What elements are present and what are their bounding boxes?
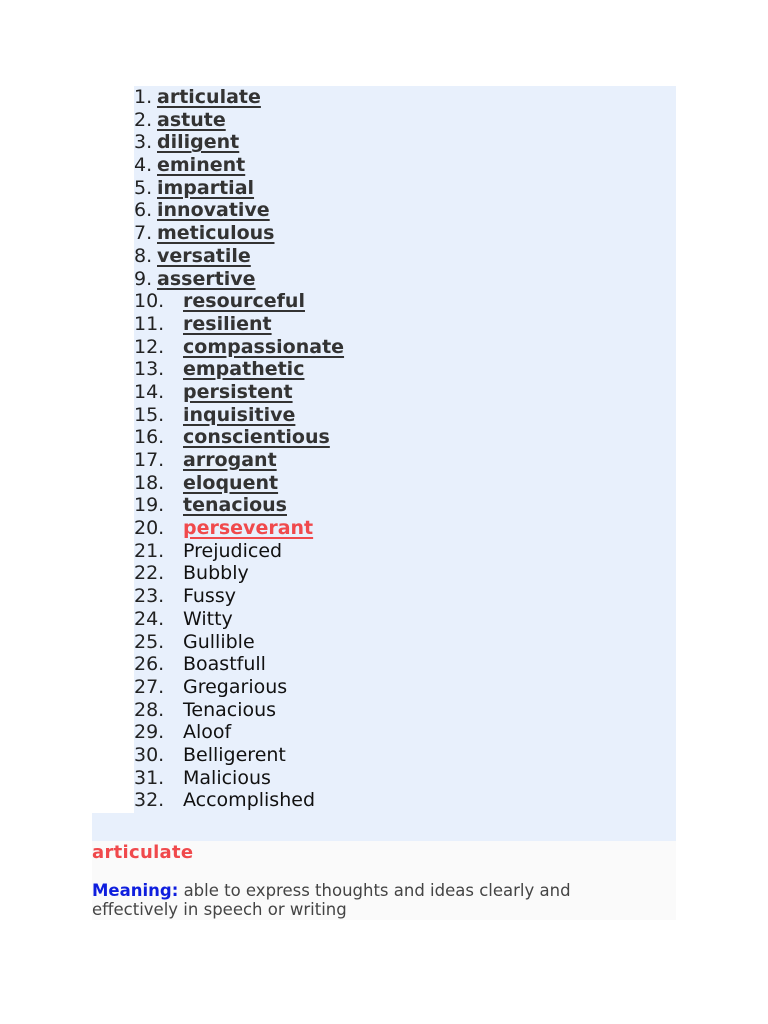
list-item-number: 15. bbox=[134, 403, 165, 426]
list-item-number: 24. bbox=[134, 607, 165, 630]
list-item-number: 1. bbox=[134, 86, 153, 108]
list-item-number: 8. bbox=[134, 244, 153, 267]
list-item-word: Aloof bbox=[183, 721, 232, 744]
list-item-number: 21. bbox=[134, 539, 165, 562]
list-item-number: 6. bbox=[134, 199, 153, 222]
list-item bbox=[134, 336, 344, 359]
list-item-number: 16. bbox=[134, 426, 165, 449]
list-item-number: 20. bbox=[134, 517, 165, 540]
word-link[interactable]: compassionate bbox=[183, 335, 345, 358]
list-item-number: 2. bbox=[134, 108, 153, 131]
list-item-number: 22. bbox=[134, 562, 165, 585]
list-item-number: 17. bbox=[134, 449, 165, 471]
word-link[interactable]: astute bbox=[157, 108, 226, 131]
word-link[interactable]: arrogant bbox=[183, 449, 277, 471]
list-item-number: 11. bbox=[134, 312, 165, 335]
list-item-number: 26. bbox=[134, 653, 165, 676]
list-item-word: Witty bbox=[183, 607, 233, 630]
list-item-number: 23. bbox=[134, 585, 165, 608]
list-item bbox=[134, 744, 344, 767]
list-item bbox=[134, 767, 344, 790]
list-item bbox=[134, 653, 344, 676]
word-link[interactable]: tenacious bbox=[183, 494, 287, 517]
list-item-number: 10. bbox=[134, 290, 165, 313]
word-link[interactable]: impartial bbox=[157, 176, 255, 199]
list-item bbox=[134, 472, 344, 495]
list-item-number: 30. bbox=[134, 743, 165, 766]
list-item-number: 12. bbox=[134, 335, 165, 358]
list-item bbox=[134, 540, 344, 563]
list-item-number: 4. bbox=[134, 154, 153, 177]
list-item bbox=[134, 404, 344, 427]
list-item bbox=[134, 381, 344, 404]
detail-word-title: articulate bbox=[92, 842, 194, 863]
list-item bbox=[134, 290, 344, 313]
word-link[interactable]: articulate bbox=[157, 86, 261, 108]
list-item bbox=[134, 199, 344, 222]
list-item-word: Malicious bbox=[183, 766, 271, 789]
word-list-panel-footer bbox=[92, 813, 676, 841]
word-link[interactable]: innovative bbox=[157, 199, 270, 222]
word-link[interactable]: resilient bbox=[183, 312, 272, 335]
list-item bbox=[134, 631, 344, 654]
list-item-number: 27. bbox=[134, 675, 165, 698]
list-item bbox=[134, 699, 344, 722]
list-item bbox=[134, 222, 344, 245]
list-item-number: 5. bbox=[134, 176, 153, 199]
list-item-number: 13. bbox=[134, 358, 165, 381]
list-item bbox=[134, 789, 344, 812]
list-item bbox=[134, 245, 344, 268]
list-item bbox=[134, 608, 344, 631]
list-item-word: Boastfull bbox=[183, 653, 266, 676]
list-item-number: 29. bbox=[134, 721, 165, 744]
word-link[interactable]: conscientious bbox=[183, 426, 330, 449]
list-item-word: Fussy bbox=[183, 585, 236, 608]
list-item bbox=[134, 109, 344, 132]
list-item-word: Gullible bbox=[183, 630, 255, 653]
list-item-word: Accomplished bbox=[183, 789, 315, 812]
list-item bbox=[134, 426, 344, 449]
list-item bbox=[134, 449, 344, 472]
word-link[interactable]: inquisitive bbox=[183, 403, 296, 426]
word-link[interactable]: eloquent bbox=[183, 471, 279, 494]
word-list bbox=[134, 86, 344, 812]
list-item-number: 32. bbox=[134, 789, 165, 812]
word-link[interactable]: meticulous bbox=[157, 222, 275, 245]
list-item bbox=[134, 676, 344, 699]
meaning-label: Meaning: bbox=[92, 881, 179, 900]
word-link[interactable]: empathetic bbox=[183, 358, 305, 381]
list-item-number: 31. bbox=[134, 766, 165, 789]
word-link-active[interactable]: perseverant bbox=[183, 517, 314, 540]
list-item bbox=[134, 154, 344, 177]
list-item bbox=[134, 131, 344, 154]
list-item bbox=[134, 177, 344, 200]
list-item-word: Prejudiced bbox=[183, 539, 283, 562]
list-item-number: 9. bbox=[134, 267, 153, 290]
list-item-number: 25. bbox=[134, 630, 165, 653]
word-link[interactable]: assertive bbox=[157, 267, 256, 290]
meaning-text: able to express thoughts and ideas clearly and effectively in speech or writing bbox=[92, 881, 571, 919]
list-item-word: Belligerent bbox=[183, 743, 286, 766]
list-item bbox=[134, 562, 344, 585]
word-link[interactable]: versatile bbox=[157, 244, 251, 267]
meaning-paragraph bbox=[92, 881, 632, 919]
list-item bbox=[134, 86, 344, 109]
list-item bbox=[134, 721, 344, 744]
list-item-number: 28. bbox=[134, 698, 165, 721]
list-item-number: 7. bbox=[134, 222, 153, 245]
word-link[interactable]: persistent bbox=[183, 380, 293, 403]
list-item-word: Tenacious bbox=[183, 698, 277, 721]
list-item-number: 19. bbox=[134, 494, 165, 517]
list-item-word: Gregarious bbox=[183, 675, 288, 698]
list-item bbox=[134, 517, 344, 540]
list-item-word: Bubbly bbox=[183, 562, 249, 585]
word-detail-panel bbox=[92, 841, 676, 920]
word-link[interactable]: resourceful bbox=[183, 290, 305, 313]
list-item bbox=[134, 268, 344, 291]
list-item bbox=[134, 494, 344, 517]
list-item-number: 14. bbox=[134, 380, 165, 403]
word-link[interactable]: diligent bbox=[157, 131, 240, 154]
list-item bbox=[134, 358, 344, 381]
list-item bbox=[134, 585, 344, 608]
word-link[interactable]: eminent bbox=[157, 154, 246, 177]
list-item-number: 3. bbox=[134, 131, 153, 154]
list-item bbox=[134, 313, 344, 336]
list-item-number: 18. bbox=[134, 471, 165, 494]
